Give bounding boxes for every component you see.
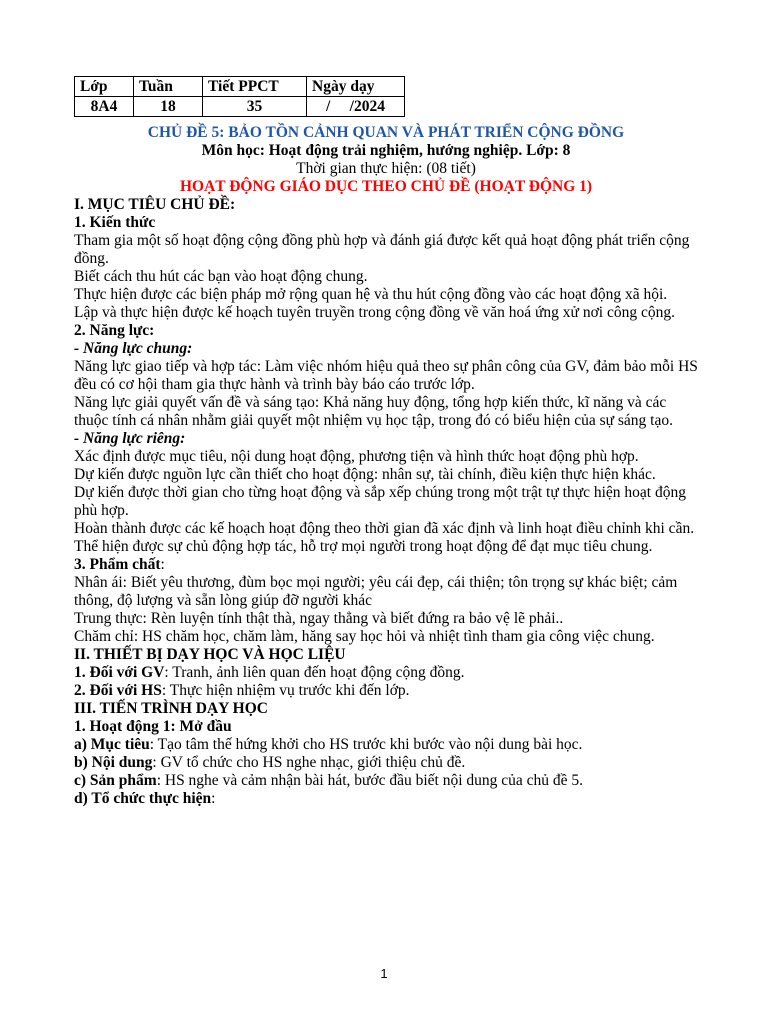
- content-label: b) Nội dung: [74, 754, 153, 771]
- quality-item: Trung thực: Rèn luyện tính thật thà, ngay thẳng và biết đứng ra bảo vệ lẽ phải..: [74, 610, 564, 627]
- student-materials: [74, 682, 698, 700]
- header-cell-date: Ngày dạy: [307, 77, 405, 97]
- topic-title: CHỦ ĐỀ 5: BẢO TỒN CẢNH QUAN VÀ PHÁT TRIỂN CỘNG ĐỒNG: [147, 124, 625, 141]
- lesson-info-table: [74, 76, 405, 117]
- content-text: : GV tổ chức cho HS nghe nhạc, giới thiệu chủ đề.: [152, 754, 466, 771]
- product-line: [74, 772, 698, 790]
- value-cell-date: / /2024: [307, 97, 405, 117]
- section-3-title: III. TIẾN TRÌNH DẠY HỌC: [74, 700, 268, 717]
- header-cell-week: Tuần: [134, 77, 203, 97]
- competence-title: 2. Năng lực:: [74, 322, 155, 339]
- specific-competence-item: Thể hiện được sự chủ động hợp tác, hỗ trợ mọi người trong hoạt động để đạt mục tiêu chung.: [74, 538, 653, 555]
- knowledge-item: Thực hiện được các biện pháp mở rộng quan hệ và thu hút cộng đồng vào các hoạt động xã hội.: [74, 286, 668, 303]
- knowledge-item: Tham gia một số hoạt động cộng đồng phù hợp và đánh giá được kết quả hoạt động phát triển cộng đồng.: [74, 232, 690, 267]
- subject-line: Môn học: Hoạt động trải nghiệm, hướng nghiệp. Lớp: 8: [201, 142, 571, 159]
- page-number: 1: [380, 966, 388, 981]
- activity-heading: HOẠT ĐỘNG GIÁO DỤC THEO CHỦ ĐỀ (HOẠT ĐỘNG 1): [179, 178, 593, 195]
- organization-label: d) Tổ chức thực hiện: [74, 790, 212, 807]
- knowledge-item: Biết cách thu hút các bạn vào hoạt động chung.: [74, 268, 368, 285]
- quality-title-colon: :: [160, 556, 165, 573]
- product-text: : HS nghe và cảm nhận bài hát, bước đầu biết nội dung của chủ đề 5.: [156, 772, 584, 789]
- value-cell-week: 18: [134, 97, 203, 117]
- document-body: [74, 124, 698, 808]
- value-cell-period: 35: [203, 97, 307, 117]
- content-line: [74, 754, 698, 772]
- header-cell-class: Lớp: [75, 77, 134, 97]
- section-1-title: I. MỤC TIÊU CHỦ ĐỀ:: [74, 196, 236, 213]
- specific-competence-item: Xác định được mục tiêu, nội dung hoạt động, phương tiện và hình thức hoạt động phù hợp.: [74, 448, 639, 465]
- general-competence-item: Năng lực giao tiếp và hợp tác: Làm việc nhóm hiệu quả theo sự phân công của GV, đảm bảo mỗi HS đều có cơ hội tham gia thực hành và trình bày báo cáo trước lớp.: [74, 358, 698, 393]
- goal-label: a) Mục tiêu: [74, 736, 150, 753]
- quality-item: Nhân ái: Biết yêu thương, đùm bọc mọi người; yêu cái đẹp, cái thiện; tôn trọng sự khác biệt; cảm thông, độ lượng và sẵn lòng giúp đỡ người khác: [74, 574, 678, 609]
- organization-line: [74, 790, 698, 808]
- quality-item: Chăm chỉ: HS chăm học, chăm làm, hăng say học hỏi và nhiệt tình tham gia công việc chung.: [74, 628, 655, 645]
- header-cell-period: Tiết PPCT: [203, 77, 307, 97]
- organization-text: :: [211, 790, 216, 807]
- teacher-materials: [74, 664, 698, 682]
- general-competence-title: - Năng lực chung:: [74, 340, 193, 357]
- knowledge-title: 1. Kiến thức: [74, 214, 156, 231]
- table-header-row: [75, 77, 405, 97]
- teacher-materials-label: 1. Đối với GV: [74, 664, 165, 681]
- quality-title-line: [74, 556, 698, 574]
- specific-competence-item: Dự kiến được thời gian cho từng hoạt động và sắp xếp chúng trong một trật tự thực hiện hoạt động phù hợp.: [74, 484, 686, 519]
- specific-competence-title: - Năng lực riêng:: [74, 430, 186, 447]
- student-materials-text: : Thực hiện nhiệm vụ trước khi đến lớp.: [161, 682, 410, 699]
- knowledge-item: Lập và thực hiện được kế hoạch tuyên truyền trong cộng đồng về văn hoá ứng xử nơi công cộng.: [74, 304, 675, 321]
- activity-1-title: 1. Hoạt động 1: Mở đầu: [74, 718, 232, 735]
- table-value-row: [75, 97, 405, 117]
- value-cell-class: 8A4: [75, 97, 134, 117]
- quality-title: 3. Phẩm chất: [74, 556, 161, 573]
- product-label: c) Sản phẩm: [74, 772, 157, 789]
- student-materials-label: 2. Đối với HS: [74, 682, 162, 699]
- goal-line: [74, 736, 698, 754]
- duration-line: Thời gian thực hiện: (08 tiết): [296, 160, 476, 177]
- section-2-title: II. THIẾT BỊ DẠY HỌC VÀ HỌC LIỆU: [74, 646, 346, 663]
- teacher-materials-text: : Tranh, ảnh liên quan đến hoạt động cộng đồng.: [164, 664, 465, 681]
- goal-text: : Tạo tâm thế hứng khởi cho HS trước khi bước vào nội dung bài học.: [149, 736, 583, 753]
- specific-competence-item: Hoàn thành được các kế hoạch hoạt động theo thời gian đã xác định và linh hoạt điều chỉnh khi cần.: [74, 520, 695, 537]
- general-competence-item: Năng lực giải quyết vấn đề và sáng tạo: Khả năng huy động, tổng hợp kiến thức, kĩ năng và các thuộc tính cá nhân nhằm giải quyết một nhiệm vụ học tập, trong đó có biểu hiện của sự sáng tạo.: [74, 394, 673, 429]
- specific-competence-item: Dự kiến được nguồn lực cần thiết cho hoạt động: nhân sự, tài chính, điều kiện thực hiện khác.: [74, 466, 656, 483]
